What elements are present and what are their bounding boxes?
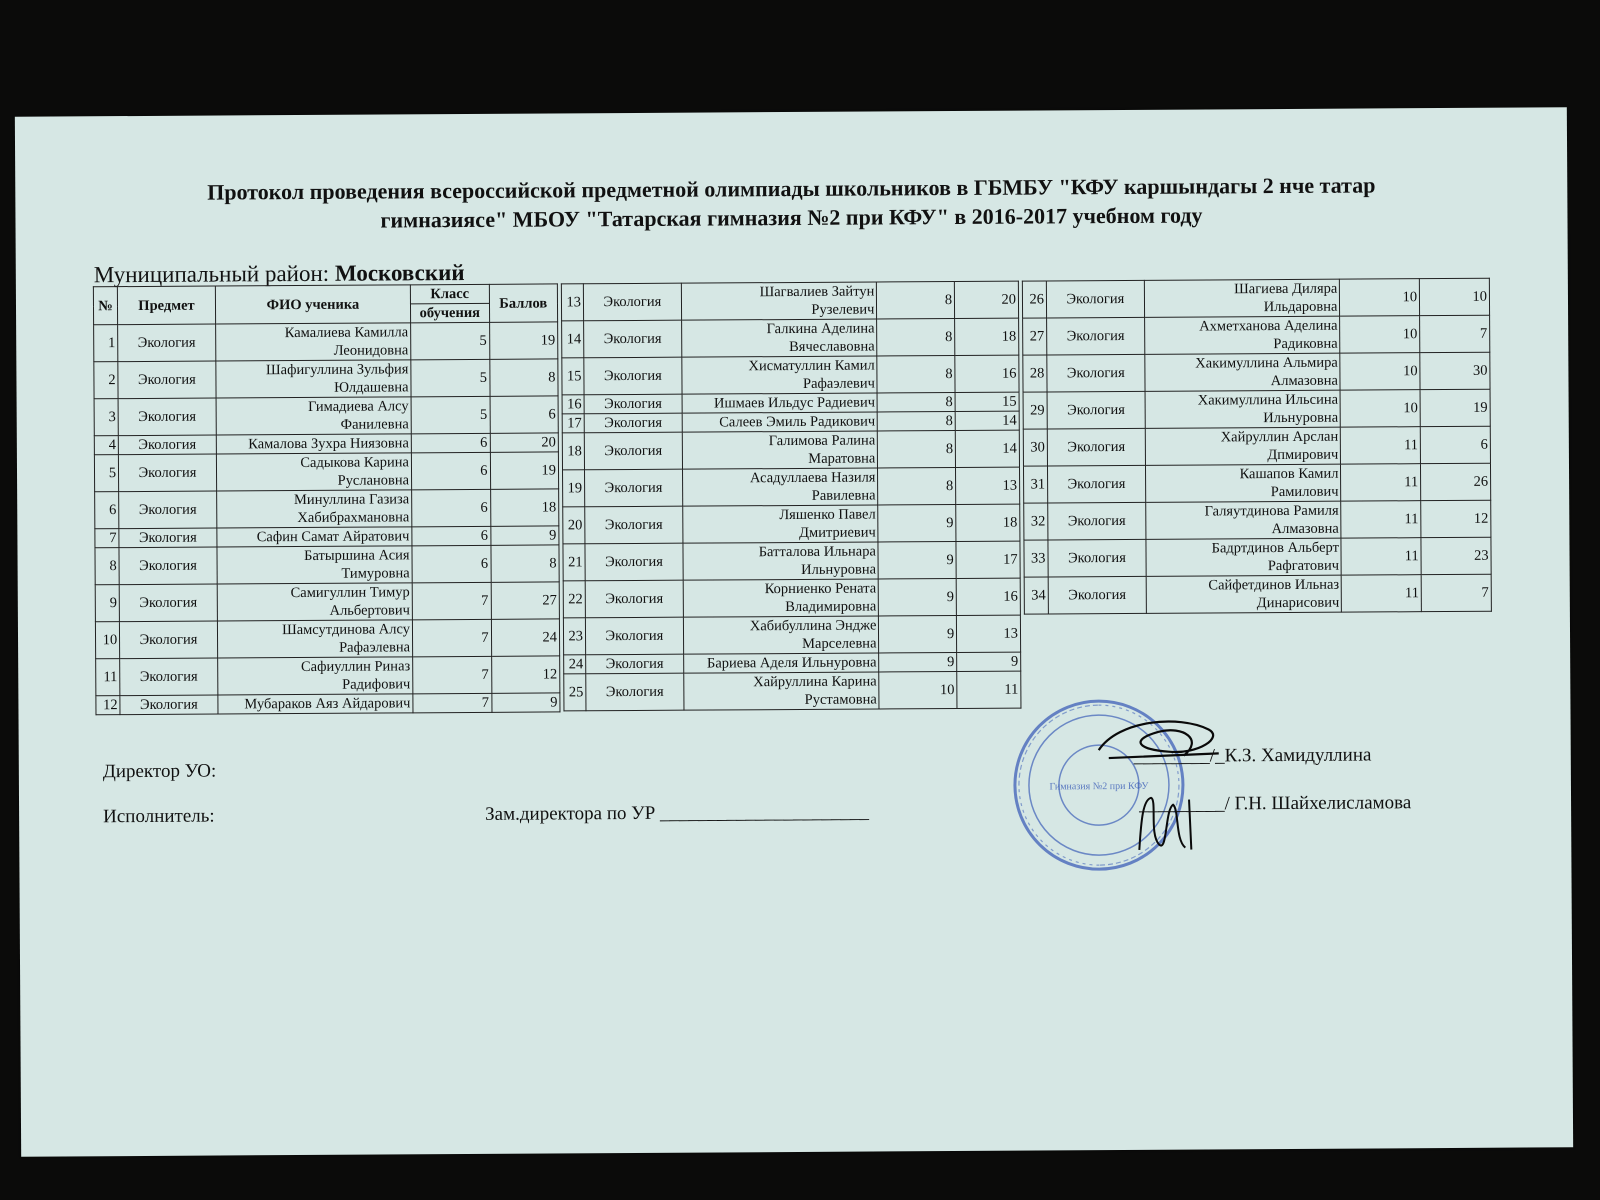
row-student-name [216,490,411,528]
row-student-name [683,542,879,580]
row-student-name [217,583,412,621]
table-row [563,615,1020,655]
row-grade: 8 [877,393,955,412]
district-label: Муниципальный район: [93,260,335,288]
student-name-line: Мубараков Аяз Айдарович [244,695,411,713]
row-score: 8 [489,359,558,396]
row-subject: Экология [584,320,682,358]
header-subject: Предмет [118,286,216,325]
table-row [562,355,1019,395]
table-row [96,656,560,696]
row-subject: Экология [1048,502,1146,540]
row-subject: Экология [584,413,682,433]
row-student-name [218,694,413,714]
row-score: 26 [1421,463,1491,500]
student-name-line: Алмазовна [1271,520,1339,538]
row-student-name [1146,538,1342,576]
row-number: 32 [1024,503,1048,540]
row-grade: 11 [1341,427,1421,464]
row-student-name [1146,575,1342,613]
row-subject: Экология [583,283,681,321]
row-student-name [1145,390,1341,428]
row-subject: Экология [585,580,683,618]
row-grade: 6 [411,452,490,489]
row-subject: Экология [1047,428,1145,466]
student-name-line: Батыршина Асия [304,547,410,564]
row-subject: Экология [1048,576,1146,614]
row-student-name [683,653,879,673]
row-grade: 11 [1341,501,1421,538]
row-grade: 8 [877,356,955,393]
row-grade: 10 [1340,353,1420,390]
row-student-name [683,505,879,543]
header-grade-top: Класс [410,284,489,303]
row-number: 8 [95,548,119,585]
student-name-line: Руслановна [337,472,410,489]
row-score: 7 [1421,574,1491,611]
table-row [1024,537,1491,577]
row-grade: 10 [1340,279,1420,316]
student-name-line: Шагвалиев Зайтун [759,283,875,301]
row-number: 5 [94,455,118,492]
row-grade: 10 [1340,316,1420,353]
student-name-line: Камалиева Камилла [284,324,409,342]
row-score: 12 [491,656,560,693]
row-student-name [682,393,878,413]
student-name-line: Алмазовна [1270,372,1338,390]
student-name-line: Ильнуровна [1263,409,1339,427]
row-number: 34 [1024,577,1048,614]
student-name-line: Шамсутдинова Алсу [281,621,411,639]
row-grade: 8 [877,319,955,356]
director-label: Директор УО: [102,760,217,783]
row-subject: Экология [584,357,682,395]
row-number: 2 [94,362,118,399]
row-student-name [217,527,412,547]
row-score: 11 [957,671,1021,708]
row-score: 19 [1420,389,1490,426]
row-subject: Экология [119,454,217,492]
row-number: 17 [562,414,584,433]
row-score: 20 [490,433,559,452]
student-name-line: Хисматуллин Камил [748,357,875,375]
table-row [96,693,560,715]
student-name-line: Ахметханова Аделина [1199,317,1338,335]
row-subject: Экология [118,324,216,362]
row-student-name [683,579,879,617]
row-number: 19 [563,470,585,507]
row-score: 16 [956,578,1020,615]
row-score: 13 [957,615,1021,652]
row-student-name [681,282,877,320]
row-subject: Экология [118,361,216,399]
student-name-line: Камалова Зухра Ниязовна [248,435,409,453]
row-score: 14 [955,411,1019,430]
row-subject: Экология [585,617,683,655]
student-name-line: Бадртдинов Альберт [1211,539,1339,557]
row-number: 33 [1024,540,1048,577]
row-student-name [1144,316,1340,354]
row-number: 16 [562,395,584,414]
table-row [563,578,1020,618]
student-name-line: Батталова Ильнара [758,543,876,561]
row-number: 20 [563,507,585,544]
row-subject: Экология [120,621,218,659]
row-grade: 8 [878,468,956,505]
student-name-line: Марселевна [802,635,877,652]
row-subject: Экология [119,491,217,529]
document-sheet [15,107,1573,1156]
student-name-line: Маратовна [808,450,876,467]
results-table-1 [93,283,561,715]
student-name-line: Ишмаев Ильдус Радиевич [713,394,876,412]
row-number: 30 [1023,429,1047,466]
student-name-line: Кашапов Камил [1239,465,1339,483]
row-number: 21 [563,544,585,581]
table-row [1022,278,1489,318]
row-score: 24 [491,619,560,656]
row-grade: 6 [412,489,491,526]
table-row [563,504,1020,544]
row-grade: 8 [878,431,956,468]
row-subject: Экология [584,432,682,470]
row-student-name [217,620,412,658]
row-score: 9 [957,652,1021,671]
row-subject: Экология [1047,465,1145,503]
row-number: 6 [95,492,119,529]
document-title [15,169,1567,236]
row-grade: 10 [879,672,957,709]
row-number: 29 [1023,392,1047,429]
row-student-name [216,434,411,454]
row-number: 3 [94,399,118,436]
row-subject: Экология [118,435,216,455]
row-subject: Экология [119,584,217,622]
row-number: 25 [564,674,586,711]
student-name-line: Шагиева Диляра [1234,280,1338,298]
header-name: ФИО ученика [215,285,410,324]
row-grade: 9 [879,653,957,672]
row-student-name [216,397,411,435]
row-number: 14 [562,321,584,358]
student-name-line: Юлдашевна [334,379,409,396]
student-name-line: Минуллина Газиза [293,491,410,509]
row-subject: Экология [119,547,217,585]
student-name-line: Фанилевна [340,416,409,433]
table-row [1024,500,1491,540]
row-subject: Экология [120,695,218,715]
row-grade: 10 [1340,390,1420,427]
student-name-line: Рустамовна [804,691,877,708]
table-row [1023,315,1490,355]
row-subject: Экология [584,469,682,507]
student-name-line: Хайруллин Арслан [1220,428,1339,446]
row-student-name [1146,501,1342,539]
row-number: 27 [1023,318,1047,355]
row-score: 6 [1420,426,1490,463]
student-name-line: Рамилович [1270,483,1339,501]
row-student-name [682,468,878,506]
row-student-name [682,356,878,394]
row-subject: Экология [120,658,218,696]
row-subject: Экология [586,673,684,711]
student-name-line: Хайруллина Карина [753,673,877,691]
row-number: 24 [564,655,586,674]
row-student-name [684,672,880,710]
row-grade: 6 [412,545,491,582]
student-name-line: Ильдаровна [1263,298,1338,316]
row-score: 17 [956,541,1020,578]
row-number: 11 [96,659,120,696]
row-student-name [1145,353,1341,391]
table-row [94,322,558,362]
student-name-line: Самигуллин Тимур [290,584,410,602]
row-subject: Экология [118,398,216,436]
student-name-line: Сафин Самат Айратович [256,528,410,546]
row-grade: 7 [413,693,492,712]
row-score: 20 [955,281,1019,318]
student-name-line: Хакимуллина Альмира [1195,354,1338,372]
row-student-name [216,453,411,491]
table-row [95,489,559,529]
row-student-name [217,657,412,695]
row-subject: Экология [584,394,682,414]
table-row [562,318,1019,358]
row-subject: Экология [1046,280,1144,318]
table-row [562,430,1019,470]
student-name-line: Дпмирович [1267,446,1339,464]
table-row [1024,574,1491,614]
row-student-name [1145,464,1341,502]
table-row [562,411,1019,433]
executor-label: Исполнитель: [103,805,215,828]
row-score: 7 [1420,315,1490,352]
header-grade-bottom: обучения [411,303,490,322]
table-row [94,359,558,399]
student-name-line: Корниенко Рената [764,580,877,598]
row-grade: 9 [879,616,957,653]
director-sign-line: ________/_К.З. Хамидуллина [1133,744,1372,767]
row-grade: 9 [879,579,957,616]
row-number: 10 [95,622,119,659]
row-score: 15 [955,392,1019,411]
row-number: 22 [563,581,585,618]
header-score: Баллов [489,284,558,322]
row-score: 18 [956,504,1020,541]
student-name-line: Рафаэлевич [802,375,875,392]
student-name-line: Бариева Аделя Ильнуровна [706,654,877,672]
student-name-line: Тимуровна [341,565,410,582]
row-number: 4 [94,436,118,455]
row-subject: Экология [1047,391,1145,429]
student-name-line: Равилевна [811,487,876,504]
row-student-name [217,546,412,584]
row-grade: 6 [411,433,490,452]
row-grade: 5 [411,396,490,433]
row-number: 31 [1023,466,1047,503]
student-name-line: Галяутдинова Рамиля [1204,502,1339,520]
row-score: 12 [1421,500,1491,537]
table-row [562,392,1019,414]
student-name-line: Рафаэлевна [339,639,411,656]
row-grade: 7 [413,656,492,693]
row-grade: 11 [1342,575,1422,612]
row-score: 30 [1420,352,1490,389]
results-table-3 [1022,278,1492,615]
row-score: 19 [490,452,559,489]
row-number: 9 [95,585,119,622]
table-row [95,545,559,585]
row-score: 27 [491,582,560,619]
row-student-name [682,412,878,432]
row-score: 16 [955,355,1019,392]
table-row [95,619,559,659]
student-name-line: Хабибуллина Эндже [749,617,877,635]
table-row [564,652,1021,674]
row-score: 13 [956,467,1020,504]
row-number: 28 [1023,355,1047,392]
row-number: 23 [563,618,585,655]
row-grade: 11 [1341,538,1421,575]
row-subject: Экология [1047,317,1145,355]
table-row [563,467,1020,507]
row-subject: Экология [585,506,683,544]
row-number: 1 [94,325,118,362]
student-name-line: Радифович [342,676,411,693]
row-grade: 7 [412,582,491,619]
table-row [1023,389,1490,429]
row-number: 18 [562,433,584,470]
row-subject: Экология [586,654,684,674]
row-number: 12 [96,696,120,715]
row-grade: 11 [1341,464,1421,501]
row-grade: 5 [411,359,490,396]
student-name-line: Сафиуллин Риназ [300,658,411,676]
title-line-2: гимназиясе" МБОУ "Татарская гимназия №2 при КФУ" в 2016-2017 учебном году [380,202,1203,233]
row-score: 9 [490,526,559,545]
row-score: 18 [490,489,559,526]
table-row [563,541,1020,581]
row-subject: Экология [585,543,683,581]
student-name-line: Галимова Ралина [768,432,876,450]
student-name-line: Вячеславовна [789,338,875,356]
student-name-line: Владимировна [785,598,877,616]
row-subject: Экология [119,528,217,548]
row-score: 10 [1420,278,1490,315]
student-name-line: Асадуллаева Назиля [749,469,876,487]
student-name-line: Садыкова Карина [300,454,410,472]
student-name-line: Динарисович [1256,594,1340,612]
row-student-name [1144,279,1340,317]
district-value: Московский [334,260,465,286]
table-row [1023,352,1490,392]
row-grade: 9 [878,542,956,579]
row-score: 14 [955,430,1019,467]
row-student-name [682,431,878,469]
row-subject: Экология [1047,354,1145,392]
table-row [95,582,559,622]
row-grade: 6 [412,526,491,545]
student-name-line: Салеев Эмиль Радикович [719,413,876,431]
row-student-name [215,323,410,361]
deputy-label: Зам.директора по УР ______________________ [485,801,870,825]
title-line-1: Протокол проведения всероссийской предметной олимпиады школьников в ГБМБУ "КФУ каршындагы 2 нче татар [207,172,1376,205]
row-grade: 9 [878,505,956,542]
row-grade: 7 [412,619,491,656]
row-score: 6 [490,396,559,433]
table-row [1023,463,1490,503]
student-name-line: Радиковна [1273,335,1338,353]
student-name-line: Ляшенко Павел [779,506,876,524]
results-table-2 [561,281,1022,712]
row-grade: 5 [411,322,490,359]
table-row [561,281,1018,321]
table-row [564,671,1021,711]
row-score: 18 [955,318,1019,355]
deputy-sign-line: _________/ Г.Н. Шайхелисламова [1138,792,1412,815]
row-student-name [1145,427,1341,465]
row-number: 13 [561,284,583,321]
student-name-line: Рафгатович [1267,557,1340,575]
student-name-line: Рузелевич [811,301,875,318]
student-name-line: Хабибрахмановна [297,509,410,527]
table-row [94,396,558,436]
table-row [94,452,558,492]
row-number: 26 [1022,281,1046,318]
stamp-inner-text: Гимназия №2 при КФУ [1049,780,1149,793]
row-student-name [683,616,879,654]
row-score: 19 [489,322,558,359]
row-score: 9 [491,693,560,712]
row-number: 7 [95,529,119,548]
student-name-line: Альбертович [329,602,410,619]
student-name-line: Хакимуллина Ильсина [1197,391,1339,409]
row-score: 23 [1421,537,1491,574]
student-name-line: Ильнуровна [801,561,877,578]
student-name-line: Гимадиева Алсу [307,398,409,415]
student-name-line: Леонидовна [333,342,409,359]
row-score: 8 [490,545,559,582]
student-name-line: Галкина Аделина [766,320,875,338]
student-name-line: Дмитриевич [799,524,876,541]
row-grade: 8 [878,412,956,431]
table-row [1023,426,1490,466]
row-subject: Экология [1048,539,1146,577]
student-name-line: Шафигуллина Зульфия [265,361,409,379]
row-number: 15 [562,358,584,395]
row-student-name [216,360,411,398]
student-name-line: Сайфетдинов Ильназ [1208,576,1340,594]
header-num: № [93,287,117,325]
row-student-name [681,319,877,357]
row-grade: 8 [877,282,955,319]
